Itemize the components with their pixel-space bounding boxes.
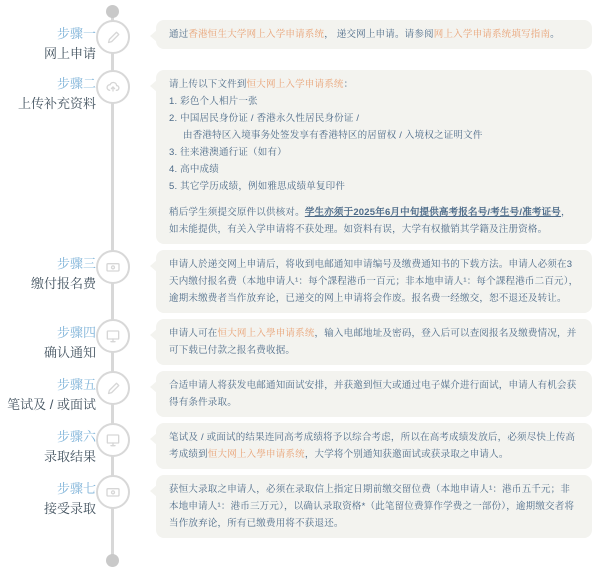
step-subtitle: 确认通知 — [43, 345, 96, 360]
paragraph — [169, 93, 579, 110]
text-segment: 通过 — [169, 29, 189, 40]
inline-link[interactable]: 恒大网上入學申请系统 — [207, 449, 305, 460]
step-node — [96, 475, 130, 509]
text-segment: 申请人可在 — [169, 328, 218, 339]
text-segment: 由香港特区入境事务处签发享有香港特区的居留权 / 入境权之证明文件 — [183, 130, 483, 141]
step-label — [0, 319, 96, 363]
highlight-text: 学生亦须于2025年6月中旬提供高考报名号/考生号/准考证号 — [304, 207, 562, 218]
paragraph — [169, 204, 579, 238]
step-description-bubble — [156, 70, 592, 244]
step-description-bubble — [156, 371, 592, 417]
banknote-icon — [96, 475, 130, 509]
step-node — [96, 70, 130, 104]
text-segment: ，如未能提供，有关入学申请将不获处理。如资料有误，大学有权撤销其学籍及注册资格。 — [169, 207, 571, 235]
text-segment: ，输入电邮地址及密码，登入后可以查阅报名及缴费情况，并可下载已付款之报名费收据。 — [169, 328, 577, 356]
monitor-icon — [96, 423, 130, 457]
step-node — [96, 423, 130, 457]
text-segment: 1. 彩色个人相片一张 — [169, 96, 258, 107]
step-description-bubble — [156, 319, 592, 365]
paragraph — [169, 76, 579, 93]
paragraph — [169, 377, 579, 411]
step-title: 步骤五 — [56, 377, 96, 392]
timeline-end-dot — [106, 554, 119, 567]
text-segment: 4. 高中成绩 — [169, 164, 219, 175]
step-row — [0, 475, 600, 538]
text-segment: ： — [343, 79, 354, 90]
pencil-icon — [96, 371, 130, 405]
step-description-bubble — [156, 250, 592, 313]
cloud-upload-icon — [96, 70, 130, 104]
banknote-icon — [96, 250, 130, 284]
text-segment: 5. 其它学历成绩，例如雅思成绩单复印件 — [169, 181, 346, 192]
step-node — [96, 20, 130, 54]
step-description-bubble — [156, 475, 592, 538]
text-segment: 申请人於递交网上申请后，将收到电邮通知申请编号及缴费通知书的下载方法。申请人必须在3天内缴付报名费（本地申请人¹：每个課程港币一百元；非本地申请人¹：每个課程港币二百元），逾期未缴费者当作放弃论，已递交的网上申请将会作废。报名费一经缴交，恕不退还及转让。 — [169, 259, 579, 304]
step-title: 步骤四 — [56, 325, 96, 340]
paragraph — [169, 144, 579, 161]
monitor-icon — [96, 319, 130, 353]
paragraph — [169, 325, 579, 359]
step-row — [0, 20, 600, 64]
text-segment: 。 — [550, 29, 560, 40]
step-label — [0, 423, 96, 467]
text-segment: 笔试及 / 或面试的结果连同高考成绩将予以综合考虑，所以在高考成绩发放后，必须尽快上传高考成绩到 — [169, 432, 576, 460]
step-label — [0, 371, 96, 415]
inline-link[interactable]: 恒大网上入學申请系统 — [217, 328, 315, 339]
inline-link[interactable]: 网上入学申请系统填写指南 — [433, 29, 551, 40]
step-title: 步骤二 — [56, 76, 96, 91]
step-title: 步骤三 — [56, 256, 96, 271]
paragraph — [169, 110, 579, 127]
step-title: 步骤六 — [56, 429, 96, 444]
step-subtitle: 录取结果 — [43, 449, 96, 464]
text-segment: 稍后学生须提交原件以供核对。 — [169, 207, 305, 218]
step-description-bubble — [156, 20, 592, 49]
step-node — [96, 250, 130, 284]
step-subtitle: 上传补充资料 — [17, 96, 96, 111]
step-label — [0, 70, 96, 114]
text-segment: 合适申请人将获发电邮通知面试安排，并获邀到恒大或通过电子媒介进行面试，申请人有机会获得有条件录取。 — [169, 380, 577, 408]
step-description-bubble — [156, 423, 592, 469]
text-segment: 3. 往来港澳通行证（如有） — [169, 147, 287, 158]
paragraph — [169, 178, 579, 195]
text-segment: ， 递交网上申请。请参阅 — [324, 29, 434, 40]
step-row — [0, 70, 600, 244]
paragraph — [169, 26, 579, 43]
step-title: 步骤七 — [56, 481, 96, 496]
text-segment: 获恒大录取之申请人，必须在录取信上指定日期前缴交留位费（本地申请人¹：港币五千元；非本地申请人¹：港币三万元），以确认录取资格*（此笔留位费算作学费之一部份），逾期缴交者将当作放弃论，所有已缴费用将不获退还。 — [169, 484, 575, 529]
step-node — [96, 371, 130, 405]
step-row — [0, 423, 600, 469]
step-subtitle: 网上申请 — [43, 46, 96, 61]
inline-link[interactable]: 恒大网上入学申请系统 — [246, 79, 344, 90]
step-label — [0, 250, 96, 294]
inline-link[interactable]: 香港恒生大学网上入学申请系统 — [188, 29, 325, 40]
text-segment: 请上传以下文件到 — [169, 79, 247, 90]
step-node — [96, 319, 130, 353]
step-title: 步骤一 — [56, 26, 96, 41]
text-segment: 2. 中国居民身份证 / 香港永久性居民身份证 / — [169, 113, 360, 124]
pencil-icon — [96, 20, 130, 54]
step-row — [0, 319, 600, 365]
step-subtitle: 缴付报名费 — [30, 276, 96, 291]
paragraph — [169, 161, 579, 178]
paragraph — [169, 481, 579, 532]
step-subtitle: 笔试及 / 或面试 — [7, 397, 96, 412]
step-label — [0, 475, 96, 519]
paragraph — [169, 127, 579, 144]
step-label — [0, 20, 96, 64]
step-subtitle: 接受录取 — [43, 501, 96, 516]
step-row — [0, 250, 600, 313]
paragraph — [169, 256, 579, 307]
step-row — [0, 371, 600, 417]
text-segment: ，大学将个别通知获邀面试或获录取之申请人。 — [304, 449, 509, 460]
paragraph — [169, 429, 579, 463]
